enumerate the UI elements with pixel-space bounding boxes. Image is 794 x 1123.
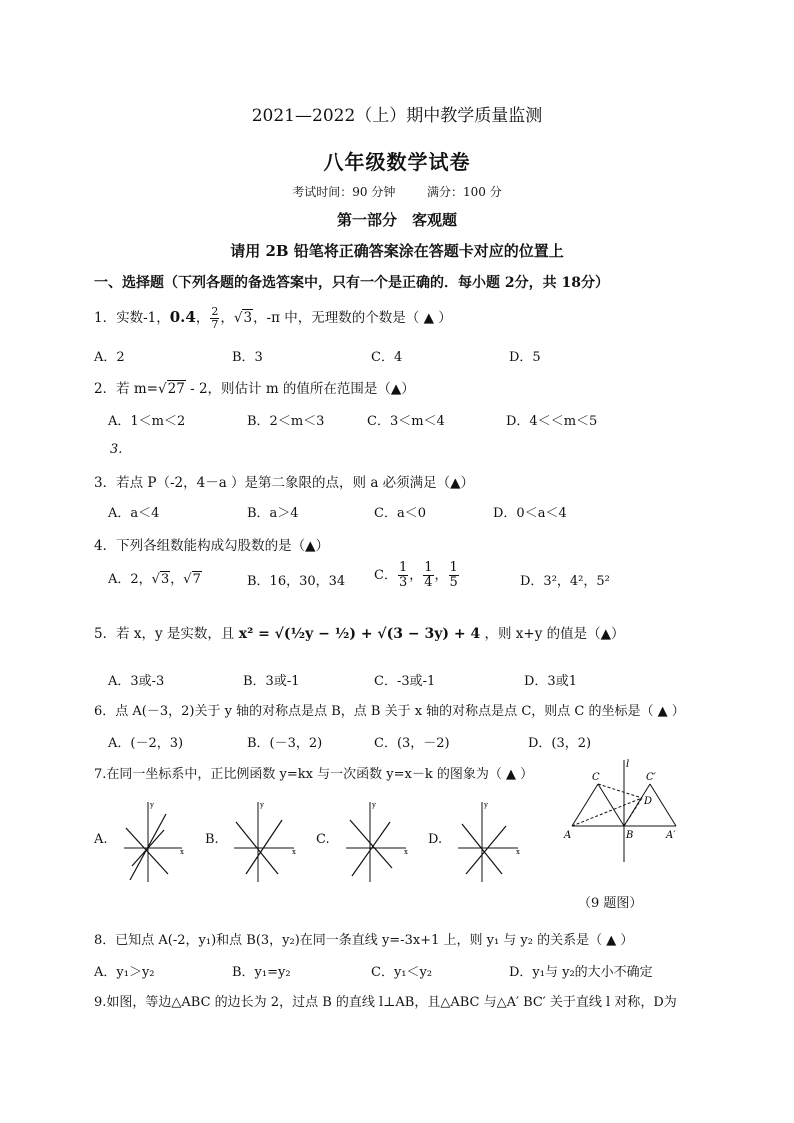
question-7: 7.在同一坐标系中，正比例函数 y=kx 与一次函数 y=x－k 的图象为（ ▲ ）	[94, 767, 534, 782]
q9-figure	[562, 758, 688, 864]
q6-option-d: D．(3，2)	[528, 736, 592, 751]
q9-figure-caption: （9 题图）	[578, 896, 643, 911]
q7-option-a-label: A.	[94, 832, 108, 847]
q5-option-a: A．3或-3	[108, 674, 165, 689]
q7-option-d-label: D.	[428, 832, 443, 847]
exam-info	[0, 183, 794, 200]
question-4: 4．下列各组数能构成勾股数的是（▲）	[94, 538, 329, 554]
q6-option-c: C．(3，－2)	[374, 736, 450, 751]
q7-c-y-label: y	[372, 801, 376, 809]
question-5	[94, 622, 625, 642]
q1-sep2: ，	[220, 310, 234, 326]
fig-label-a-prime: A′	[666, 830, 676, 841]
q8-option-c: C．y₁＜y₂	[371, 965, 433, 980]
q3-option-d: D．0＜a＜4	[493, 506, 567, 521]
q1-option-d: D．5	[509, 350, 541, 365]
q7-b-y-label: y	[260, 801, 264, 809]
q7-graph-b	[228, 798, 298, 884]
q7-option-b-label: B.	[205, 832, 219, 847]
q1-sep1: ，	[195, 310, 210, 326]
q7-graph-d	[452, 798, 522, 884]
q4-option-a: A．2，√3，√7	[108, 572, 201, 587]
q8-option-b: B．y₁=y₂	[232, 965, 291, 980]
q5-option-c: C．-3或-1	[374, 674, 436, 689]
fig-label-a: A	[564, 830, 572, 841]
fig-label-c: C	[592, 772, 600, 783]
q6-option-a: A．(－2，3)	[108, 736, 184, 751]
q3-option-b: B．a＞4	[247, 506, 299, 521]
q7-d-x-label: x	[516, 848, 520, 856]
q2-stem-b: - 2，则估计 m 的值所在范围是（▲）	[185, 381, 415, 397]
q2-option-d: D．4＜＜m＜5	[506, 414, 598, 429]
q1-fraction: $\frac{2}{7}$	[211, 305, 219, 331]
part-heading: 第一部分 客观题	[336, 211, 457, 229]
q5-expression: x² = √(½y − ½) + √(3 − 3y) + 4	[238, 626, 481, 642]
full-score: 满分：100 分	[427, 185, 502, 199]
q7-d-y-label: y	[484, 801, 488, 809]
q2-option-c: C．3＜m＜4	[367, 414, 445, 429]
q4-option-d: D．3²，4²，5²	[520, 574, 610, 589]
instruction: 请用 2B 铅笔将正确答案涂在答题卡对应的位置上	[230, 242, 564, 260]
q7-graph-c	[340, 798, 410, 884]
q4-option-c: C． $\frac{1}{3}$ ， $\frac{1}{4}$ ， $\frac{1}{5}$	[374, 560, 458, 590]
q8-option-d: D．y₁与 y₂的大小不确定	[509, 965, 653, 980]
q1-stem-b: ，-π 中，无理数的个数是（ ▲ ）	[253, 310, 452, 326]
q7-graph-a	[118, 798, 188, 884]
q2-stray-text: 3.	[110, 442, 123, 457]
q1-decimal: 0.4	[169, 308, 196, 326]
q8-option-a: A．y₁＞y₂	[94, 965, 155, 980]
q2-option-a: A．1＜m＜2	[108, 414, 186, 429]
q6-option-b: B．(－3，2)	[247, 736, 323, 751]
q2-stem-a: 2．若 m=	[94, 381, 158, 397]
exam-subtitle: 八年级数学试卷	[323, 150, 471, 174]
q1-option-b: B．3	[232, 350, 263, 365]
exam-time: 考试时间：90 分钟	[292, 185, 396, 199]
fig-label-c-prime: C′	[646, 772, 656, 783]
q5-stem-a: 5．若 x，y 是实数，且	[94, 626, 235, 642]
q3-option-c: C．a＜0	[374, 506, 426, 521]
q5-option-b: B．3或-1	[243, 674, 300, 689]
q7-b-x-label: x	[292, 848, 296, 856]
q2-root: 27	[167, 381, 185, 397]
q3-option-a: A．a＜4	[108, 506, 160, 521]
fig-label-b: B	[626, 830, 634, 841]
q1-stem-a: 1．实数-1，	[94, 310, 170, 326]
fig-label-d: D	[644, 796, 653, 807]
q7-c-x-label: x	[404, 848, 408, 856]
question-1: 1．实数-1，0.4， $\frac{2}{7}$ ，√3，-π 中，无理数的个数是（ ▲ ）	[94, 305, 452, 331]
exam-title: 2021—2022（上）期中教学质量监测	[251, 106, 543, 126]
q5-stem-b: ，则 x+y 的值是（▲）	[484, 626, 625, 642]
q1-option-a: A．2	[94, 350, 125, 365]
q1-option-c: C．4	[371, 350, 403, 365]
q4-option-b: B．16，30，34	[247, 574, 346, 589]
question-8: 8．已知点 A(-2，y₁)和点 B(3，y₂)在同一条直线 y=-3x+1 上，则 y₁ 与 y₂ 的关系是（ ▲ ）	[94, 933, 634, 948]
q1-root: 3	[243, 310, 253, 326]
question-6: 6．点 A(－3，2)关于 y 轴的对称点是点 B，点 B 关于 x 轴的对称点是点 C，则点 C 的坐标是（ ▲ ）	[94, 704, 685, 719]
section-heading: 一、选择题（下列各题的备选答案中，只有一个是正确的．每小题 2分，共 18分）	[94, 275, 609, 291]
q7-a-x-label: x	[180, 848, 184, 856]
question-3: 3．若点 P（-2，4－a ）是第二象限的点，则 a 必须满足（▲）	[94, 475, 475, 491]
q5-option-d: D．3或1	[524, 674, 577, 689]
q2-option-b: B．2＜m＜3	[247, 414, 325, 429]
q7-option-c-label: C.	[316, 832, 330, 847]
q7-a-y-label: y	[150, 801, 154, 809]
fig-label-l: l	[626, 759, 630, 770]
question-9: 9.如图，等边△ABC 的边长为 2，过点 B 的直线 l⊥AB，且△ABC 与△A′ BC′ 关于直线 l 对称，D为	[94, 995, 677, 1010]
question-2: 2．若 m=√27 - 2，则估计 m 的值所在范围是（▲）	[94, 381, 415, 397]
